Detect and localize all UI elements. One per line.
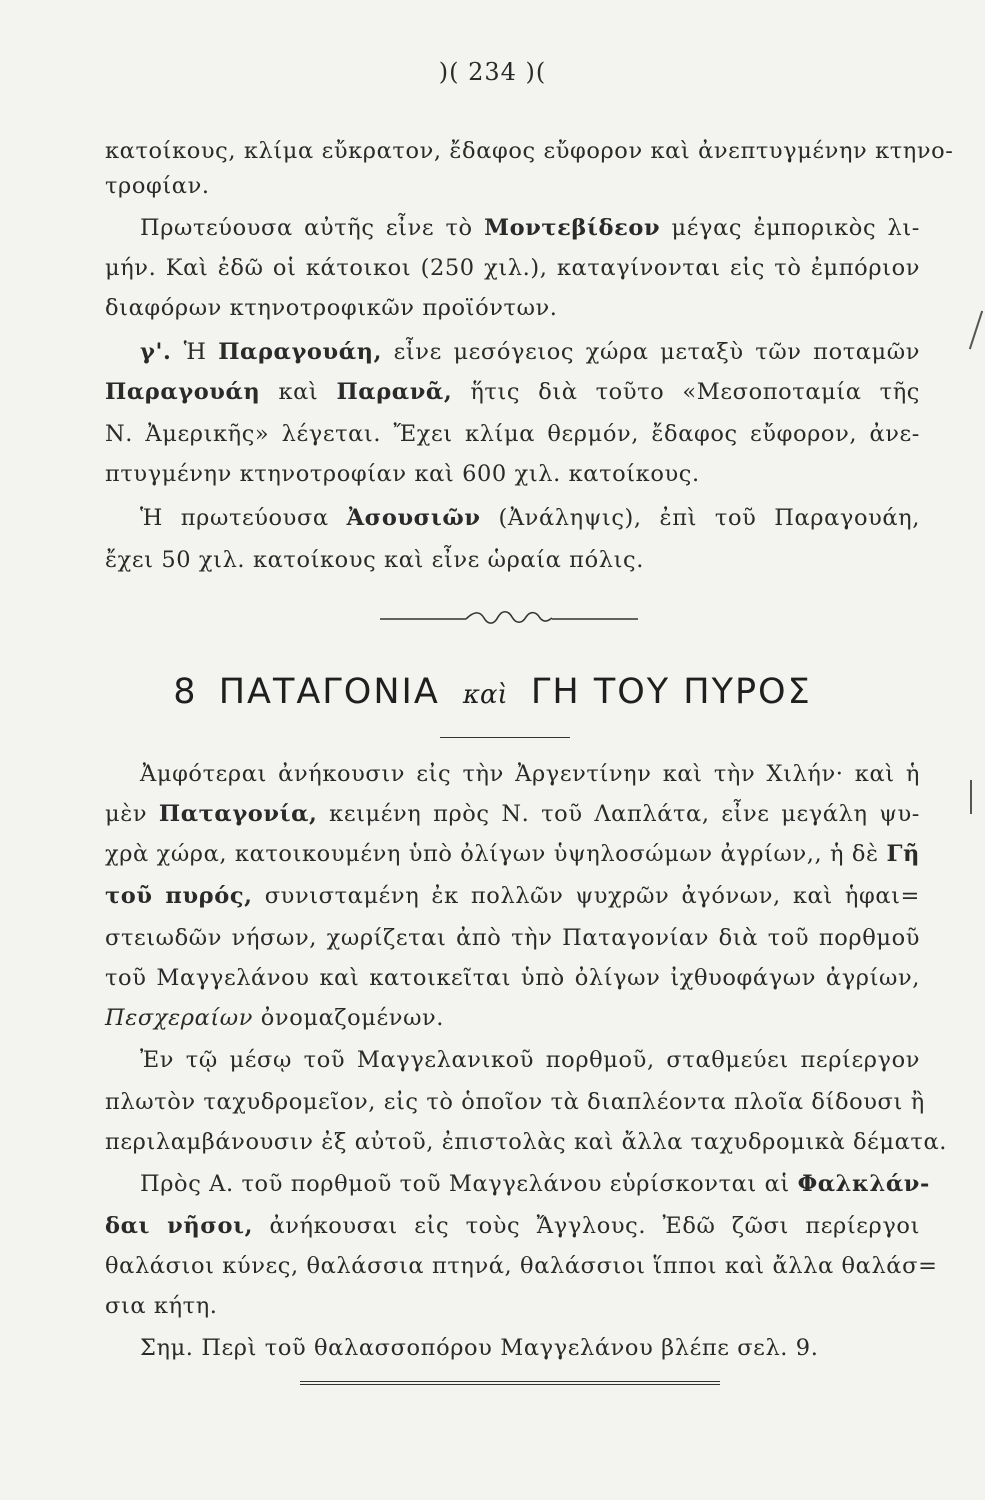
text-run: ἀνήκουσαι εἰς τοὺς Ἄγγλους. Ἐδῶ ζῶσι περίεργοι: [253, 1213, 920, 1239]
text-run: καὶ: [260, 379, 337, 405]
text-run: μήν. Καὶ ἐδῶ οἱ κάτοικοι (250 χιλ.), καταγίνονται εἰς τὸ ἐμπόριον: [105, 255, 920, 281]
text-line: [105, 838, 920, 870]
text-line: [140, 1044, 920, 1076]
text-line: [105, 880, 920, 912]
title-underline: [440, 737, 570, 738]
section-title-conjunction: καὶ: [462, 680, 508, 710]
text-line: [105, 376, 920, 408]
bold-term: Παρανᾶ,: [336, 379, 453, 405]
text-line: [105, 544, 644, 576]
text-run: τροφίαν.: [105, 173, 210, 199]
text-line: [105, 922, 920, 954]
margin-mark: [970, 780, 972, 814]
text-run: χρὰ χώρα, κατοικουμένη ὑπὸ ὀλίγων ὑψηλοσώμων ἀγρίων,, ἡ δὲ: [105, 841, 887, 867]
section-title-part2: ΓΗ ΤΟΥ ΠΥΡΟΣ: [530, 672, 812, 712]
text-run: εἶνε μεσόγειος χώρα μεταξὺ τῶν ποταμῶν: [382, 339, 921, 365]
text-line: [105, 458, 700, 490]
text-line: [105, 1210, 920, 1242]
text-run: Ἐν τῷ μέσῳ τοῦ Μαγγελανικοῦ πορθμοῦ, σταθμεύει περίεργον: [140, 1047, 920, 1073]
text-run: συνισταμένη ἐκ πολλῶν ψυχρῶν ἀγόνων, καὶ ἡφαι=: [252, 883, 920, 909]
page-number: )( 234 )(: [438, 58, 547, 86]
text-line: [105, 1086, 925, 1118]
text-line: [140, 212, 920, 244]
text-run: θαλάσιοι κύνες, θαλάσσια πτηνά, θαλάσσιοι ἵπποι καὶ ἄλλα θαλάσ=: [105, 1253, 938, 1279]
bold-term: τοῦ πυρός,: [105, 883, 253, 909]
text-line: [105, 962, 920, 994]
text-run: κειμένη πρὸς Ν. τοῦ Λαπλάτα, εἶνε μεγάλη ψυ-: [317, 801, 920, 827]
bold-term: Φαλκλάν-: [797, 1171, 930, 1197]
text-run: μὲν: [105, 801, 159, 827]
text-run: (Ἀνάληψις), ἐπὶ τοῦ Παραγουάη,: [480, 505, 920, 531]
text-line: [105, 798, 920, 830]
text-line: [105, 1002, 444, 1034]
text-run: Ἀμφότεραι ἀνήκουσιν εἰς τὴν Ἀργεντίνην καὶ τὴν Χιλήν· καὶ ἡ: [140, 761, 920, 787]
text-run: ὀνομαζομένων.: [253, 1005, 445, 1031]
text-run: μέγας ἐμπορικὸς λι-: [660, 215, 921, 241]
text-run: πτυγμένην κτηνοτροφίαν καὶ 600 χιλ. κατοίκους.: [105, 461, 700, 487]
text-run: περιλαμβάνουσιν ἐξ αὐτοῦ, ἐπιστολὰς καὶ ἄλλα ταχυδρομικὰ δέματα.: [105, 1129, 948, 1155]
text-line: [105, 170, 210, 202]
text-run: Πρὸς Α. τοῦ πορθμοῦ τοῦ Μαγγελάνου εὑρίσκονται αἱ: [140, 1171, 798, 1197]
text-run: στειωδῶν νήσων, χωρίζεται ἀπὸ τὴν Παταγονίαν διὰ τοῦ πορθμοῦ: [105, 925, 920, 951]
text-line: [140, 336, 920, 368]
text-run: κατοίκους, κλίμα εὔκρατον, ἔδαφος εὔφορον καὶ ἀνεπτυγμένην κτηνο-: [105, 138, 954, 164]
text-run: τοῦ Μαγγελάνου καὶ κατοικεῖται ὑπὸ ὀλίγων ἰχθυοφάγων ἀγρίων,: [105, 965, 920, 991]
section-number: 8: [173, 672, 198, 712]
bold-term: δαι νῆσοι,: [105, 1213, 254, 1239]
text-run: ἔχει 50 χιλ. κατοίκους καὶ εἶνε ὡραία πόλις.: [105, 547, 644, 573]
section-title-part1: ΠΑΤΑΓΟΝΙΑ: [218, 672, 440, 712]
text-run: Ἡ: [183, 339, 219, 365]
text-run: πλωτὸν ταχυδρομεῖον, εἰς τὸ ὁποῖον τὰ διαπλέοντα πλοῖα δίδουσι ἢ: [105, 1089, 925, 1115]
bold-term: γ'.: [140, 339, 184, 365]
text-line: [140, 1168, 930, 1200]
text-line: [105, 1290, 218, 1322]
bold-term: Ἀσουσιῶν: [346, 505, 481, 531]
text-line: [140, 502, 920, 534]
text-line: [105, 292, 558, 324]
bold-term: Παταγονία,: [158, 801, 318, 827]
bold-term: Παραγουάη: [105, 379, 261, 405]
text-line: [105, 1250, 938, 1282]
text-line: [140, 758, 920, 790]
text-run: διαφόρων κτηνοτροφικῶν προϊόντων.: [105, 295, 558, 321]
bold-term: Μοντεβίδεον: [484, 215, 661, 241]
italic-term: Πεσχεραίων: [105, 1005, 254, 1031]
text-line: [105, 252, 920, 284]
margin-mark: [969, 311, 983, 350]
ornament-divider: [380, 605, 638, 629]
text-line: [105, 135, 954, 167]
bold-term: Παραγουάη,: [218, 339, 383, 365]
text-run: Πρωτεύουσα αὐτῆς εἶνε τὸ: [140, 215, 485, 241]
bottom-double-rule: [300, 1381, 720, 1385]
text-run: Σημ. Περὶ τοῦ θαλασσοπόρου Μαγγελάνου βλέπε σελ. 9.: [140, 1335, 819, 1361]
text-line: [140, 1332, 818, 1364]
text-run: ἥτις διὰ τοῦτο «Μεσοποταμία τῆς: [452, 379, 920, 405]
text-line: [105, 1126, 948, 1158]
text-run: σια κήτη.: [105, 1293, 218, 1319]
section-title: [0, 672, 985, 712]
text-run: Ἡ πρωτεύουσα: [140, 505, 347, 531]
bold-term: Γῆ: [886, 841, 920, 867]
text-line: [105, 418, 920, 450]
text-run: Ν. Ἀμερικῆς» λέγεται. Ἔχει κλίμα θερμόν, ἔδαφος εὔφορον, ἀνε-: [105, 421, 920, 447]
